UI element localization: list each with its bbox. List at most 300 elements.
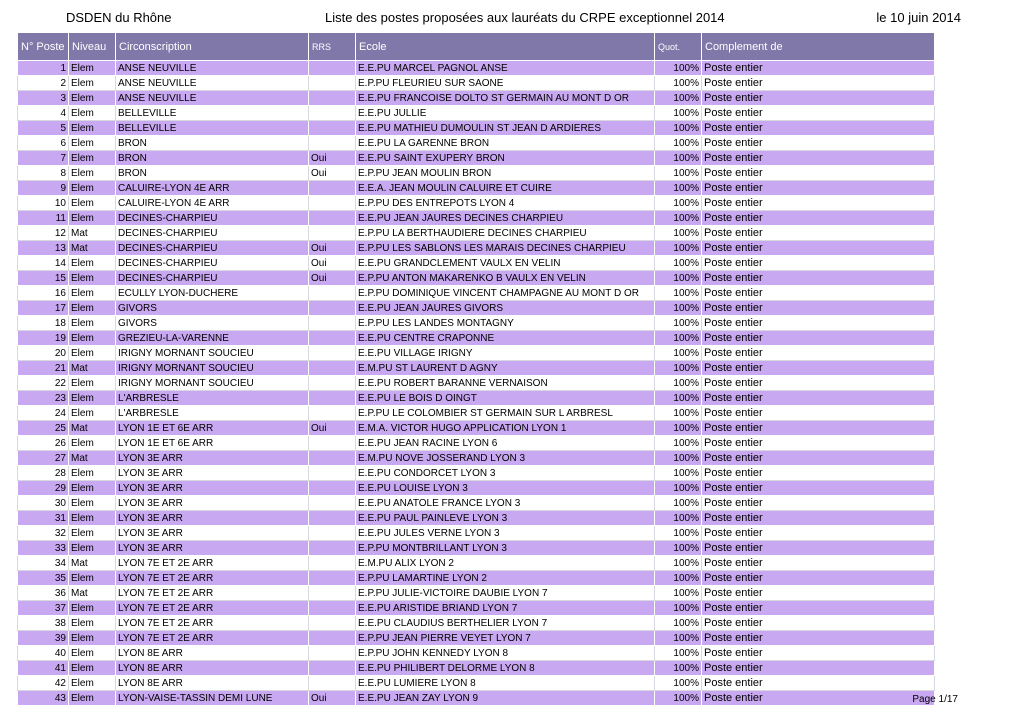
table-row: [18, 436, 935, 451]
cell-quotite: 100%: [655, 286, 702, 301]
cell-rrs: [309, 106, 356, 121]
cell-poste-number: 14: [18, 256, 69, 271]
cell-niveau: Elem: [69, 526, 116, 541]
table-row: [18, 586, 935, 601]
table-row: [18, 676, 935, 691]
cell-circonscription: BELLEVILLE: [116, 121, 309, 136]
cell-niveau: Mat: [69, 586, 116, 601]
cell-ecole: E.E.PU GRANDCLEMENT VAULX EN VELIN: [356, 256, 655, 271]
cell-quotite: 100%: [655, 331, 702, 346]
cell-poste-number: 37: [18, 601, 69, 616]
cell-poste-number: 13: [18, 241, 69, 256]
cell-rrs: [309, 121, 356, 136]
cell-niveau: Elem: [69, 346, 116, 361]
cell-poste-number: 4: [18, 106, 69, 121]
cell-rrs: [309, 376, 356, 391]
cell-circonscription: DECINES-CHARPIEU: [116, 271, 309, 286]
cell-quotite: 100%: [655, 166, 702, 181]
cell-rrs: Oui: [309, 256, 356, 271]
cell-circonscription: BRON: [116, 166, 309, 181]
cell-ecole: E.E.PU JEAN JAURES GIVORS: [356, 301, 655, 316]
column-header-circonscription: Circonscription: [116, 33, 309, 61]
table-body: [18, 61, 935, 706]
cell-ecole: E.E.PU PHILIBERT DELORME LYON 8: [356, 661, 655, 676]
cell-niveau: Elem: [69, 166, 116, 181]
cell-rrs: [309, 526, 356, 541]
document-date: le 10 juin 2014: [876, 10, 961, 25]
cell-ecole: E.E.PU LUMIERE LYON 8: [356, 676, 655, 691]
cell-poste-number: 41: [18, 661, 69, 676]
cell-rrs: [309, 451, 356, 466]
cell-complement: Poste entier: [702, 331, 935, 346]
cell-niveau: Elem: [69, 541, 116, 556]
cell-niveau: Elem: [69, 121, 116, 136]
cell-niveau: Elem: [69, 196, 116, 211]
cell-ecole: E.E.PU LOUISE LYON 3: [356, 481, 655, 496]
cell-niveau: Elem: [69, 436, 116, 451]
cell-quotite: 100%: [655, 316, 702, 331]
table-row: [18, 181, 935, 196]
cell-complement: Poste entier: [702, 616, 935, 631]
cell-quotite: 100%: [655, 421, 702, 436]
table-row: [18, 211, 935, 226]
cell-niveau: Elem: [69, 106, 116, 121]
cell-niveau: Elem: [69, 61, 116, 76]
cell-circonscription: GREZIEU-LA-VARENNE: [116, 331, 309, 346]
cell-ecole: E.P.PU JEAN MOULIN BRON: [356, 166, 655, 181]
table-row: [18, 76, 935, 91]
table-row: [18, 196, 935, 211]
cell-rrs: [309, 226, 356, 241]
cell-ecole: E.E.PU MATHIEU DUMOULIN ST JEAN D ARDIERES: [356, 121, 655, 136]
cell-complement: Poste entier: [702, 421, 935, 436]
cell-ecole: E.E.PU LA GARENNE BRON: [356, 136, 655, 151]
table-row: [18, 346, 935, 361]
cell-complement: Poste entier: [702, 661, 935, 676]
table-row: [18, 376, 935, 391]
cell-complement: Poste entier: [702, 346, 935, 361]
column-header-complement: Complement de: [702, 33, 935, 61]
cell-niveau: Elem: [69, 571, 116, 586]
table-row: [18, 466, 935, 481]
cell-complement: Poste entier: [702, 676, 935, 691]
table-row: [18, 526, 935, 541]
cell-poste-number: 31: [18, 511, 69, 526]
cell-circonscription: LYON 1E ET 6E ARR: [116, 421, 309, 436]
table-row: [18, 541, 935, 556]
table-row: [18, 256, 935, 271]
cell-poste-number: 35: [18, 571, 69, 586]
cell-niveau: Elem: [69, 181, 116, 196]
table-row: [18, 106, 935, 121]
cell-poste-number: 33: [18, 541, 69, 556]
cell-circonscription: LYON 8E ARR: [116, 646, 309, 661]
cell-complement: Poste entier: [702, 241, 935, 256]
cell-ecole: E.E.PU CLAUDIUS BERTHELIER LYON 7: [356, 616, 655, 631]
cell-poste-number: 6: [18, 136, 69, 151]
cell-complement: Poste entier: [702, 646, 935, 661]
cell-niveau: Elem: [69, 691, 116, 706]
cell-quotite: 100%: [655, 406, 702, 421]
cell-ecole: E.P.PU JULIE-VICTOIRE DAUBIE LYON 7: [356, 586, 655, 601]
cell-rrs: Oui: [309, 421, 356, 436]
cell-niveau: Elem: [69, 256, 116, 271]
cell-ecole: E.P.PU LE COLOMBIER ST GERMAIN SUR L ARBRESL: [356, 406, 655, 421]
cell-rrs: Oui: [309, 271, 356, 286]
cell-ecole: E.E.PU JULES VERNE LYON 3: [356, 526, 655, 541]
cell-niveau: Elem: [69, 406, 116, 421]
cell-circonscription: LYON 3E ARR: [116, 496, 309, 511]
cell-ecole: E.E.PU PAUL PAINLEVE LYON 3: [356, 511, 655, 526]
cell-niveau: Mat: [69, 226, 116, 241]
cell-complement: Poste entier: [702, 316, 935, 331]
table-row: [18, 631, 935, 646]
cell-ecole: E.E.PU ANATOLE FRANCE LYON 3: [356, 496, 655, 511]
cell-rrs: [309, 436, 356, 451]
cell-niveau: Elem: [69, 91, 116, 106]
cell-ecole: E.M.A. VICTOR HUGO APPLICATION LYON 1: [356, 421, 655, 436]
cell-circonscription: BELLEVILLE: [116, 106, 309, 121]
cell-rrs: [309, 571, 356, 586]
cell-ecole: E.P.PU LES SABLONS LES MARAIS DECINES CHARPIEU: [356, 241, 655, 256]
cell-circonscription: BRON: [116, 136, 309, 151]
cell-complement: Poste entier: [702, 511, 935, 526]
cell-ecole: E.E.PU JEAN JAURES DECINES CHARPIEU: [356, 211, 655, 226]
cell-complement: Poste entier: [702, 691, 935, 706]
cell-niveau: Elem: [69, 646, 116, 661]
cell-complement: Poste entier: [702, 181, 935, 196]
cell-niveau: Mat: [69, 361, 116, 376]
cell-complement: Poste entier: [702, 256, 935, 271]
table-row: [18, 241, 935, 256]
cell-poste-number: 34: [18, 556, 69, 571]
cell-niveau: Elem: [69, 76, 116, 91]
cell-quotite: 100%: [655, 211, 702, 226]
page-header: [0, 8, 1024, 28]
cell-circonscription: LYON 3E ARR: [116, 451, 309, 466]
cell-poste-number: 18: [18, 316, 69, 331]
cell-quotite: 100%: [655, 91, 702, 106]
cell-poste-number: 12: [18, 226, 69, 241]
cell-circonscription: LYON-VAISE-TASSIN DEMI LUNE: [116, 691, 309, 706]
table-row: [18, 286, 935, 301]
cell-quotite: 100%: [655, 346, 702, 361]
cell-poste-number: 23: [18, 391, 69, 406]
table-row: [18, 556, 935, 571]
cell-rrs: [309, 361, 356, 376]
cell-circonscription: LYON 3E ARR: [116, 541, 309, 556]
table-row: [18, 451, 935, 466]
cell-complement: Poste entier: [702, 466, 935, 481]
cell-quotite: 100%: [655, 241, 702, 256]
cell-complement: Poste entier: [702, 151, 935, 166]
cell-niveau: Elem: [69, 271, 116, 286]
cell-niveau: Elem: [69, 631, 116, 646]
cell-quotite: 100%: [655, 691, 702, 706]
cell-quotite: 100%: [655, 541, 702, 556]
cell-ecole: E.P.PU LA BERTHAUDIERE DECINES CHARPIEU: [356, 226, 655, 241]
cell-quotite: 100%: [655, 601, 702, 616]
cell-niveau: Elem: [69, 676, 116, 691]
cell-poste-number: 21: [18, 361, 69, 376]
cell-poste-number: 19: [18, 331, 69, 346]
column-header-niveau: Niveau: [69, 33, 116, 61]
cell-quotite: 100%: [655, 481, 702, 496]
cell-rrs: [309, 481, 356, 496]
cell-quotite: 100%: [655, 256, 702, 271]
cell-poste-number: 26: [18, 436, 69, 451]
cell-circonscription: L'ARBRESLE: [116, 391, 309, 406]
cell-quotite: 100%: [655, 661, 702, 676]
cell-quotite: 100%: [655, 496, 702, 511]
cell-niveau: Elem: [69, 481, 116, 496]
cell-niveau: Elem: [69, 331, 116, 346]
cell-ecole: E.E.PU ARISTIDE BRIAND LYON 7: [356, 601, 655, 616]
table-row: [18, 316, 935, 331]
cell-ecole: E.M.PU ST LAURENT D AGNY: [356, 361, 655, 376]
cell-quotite: 100%: [655, 226, 702, 241]
cell-quotite: 100%: [655, 646, 702, 661]
cell-ecole: E.P.PU LAMARTINE LYON 2: [356, 571, 655, 586]
cell-rrs: [309, 391, 356, 406]
cell-circonscription: BRON: [116, 151, 309, 166]
cell-complement: Poste entier: [702, 166, 935, 181]
cell-poste-number: 1: [18, 61, 69, 76]
cell-circonscription: ANSE NEUVILLE: [116, 76, 309, 91]
cell-circonscription: DECINES-CHARPIEU: [116, 226, 309, 241]
cell-niveau: Mat: [69, 451, 116, 466]
cell-rrs: Oui: [309, 241, 356, 256]
cell-circonscription: LYON 3E ARR: [116, 466, 309, 481]
cell-rrs: [309, 406, 356, 421]
table-row: [18, 391, 935, 406]
cell-complement: Poste entier: [702, 586, 935, 601]
table-row: [18, 301, 935, 316]
cell-circonscription: LYON 7E ET 2E ARR: [116, 586, 309, 601]
table-row: [18, 136, 935, 151]
cell-rrs: [309, 541, 356, 556]
cell-ecole: E.P.PU ANTON MAKARENKO B VAULX EN VELIN: [356, 271, 655, 286]
cell-complement: Poste entier: [702, 541, 935, 556]
cell-niveau: Elem: [69, 151, 116, 166]
cell-poste-number: 17: [18, 301, 69, 316]
cell-quotite: 100%: [655, 526, 702, 541]
cell-quotite: 100%: [655, 511, 702, 526]
cell-poste-number: 42: [18, 676, 69, 691]
cell-poste-number: 11: [18, 211, 69, 226]
table-row: [18, 121, 935, 136]
cell-ecole: E.E.PU ROBERT BARANNE VERNAISON: [356, 376, 655, 391]
cell-ecole: E.P.PU FLEURIEU SUR SAONE: [356, 76, 655, 91]
cell-poste-number: 7: [18, 151, 69, 166]
cell-complement: Poste entier: [702, 226, 935, 241]
cell-niveau: Mat: [69, 241, 116, 256]
cell-rrs: [309, 91, 356, 106]
cell-circonscription: LYON 7E ET 2E ARR: [116, 616, 309, 631]
cell-complement: Poste entier: [702, 196, 935, 211]
cell-quotite: 100%: [655, 616, 702, 631]
cell-rrs: [309, 61, 356, 76]
cell-circonscription: ANSE NEUVILLE: [116, 61, 309, 76]
cell-circonscription: GIVORS: [116, 316, 309, 331]
header-organization: DSDEN du Rhône: [66, 10, 172, 25]
cell-rrs: [309, 316, 356, 331]
cell-quotite: 100%: [655, 151, 702, 166]
cell-niveau: Elem: [69, 376, 116, 391]
cell-circonscription: IRIGNY MORNANT SOUCIEU: [116, 361, 309, 376]
cell-ecole: E.E.PU FRANCOISE DOLTO ST GERMAIN AU MONT D OR: [356, 91, 655, 106]
cell-rrs: [309, 466, 356, 481]
column-header-num: N° Poste: [18, 33, 69, 61]
cell-circonscription: ECULLY LYON-DUCHERE: [116, 286, 309, 301]
cell-poste-number: 30: [18, 496, 69, 511]
cell-ecole: E.P.PU LES LANDES MONTAGNY: [356, 316, 655, 331]
cell-quotite: 100%: [655, 556, 702, 571]
cell-niveau: Elem: [69, 601, 116, 616]
table-row: [18, 151, 935, 166]
cell-complement: Poste entier: [702, 286, 935, 301]
cell-quotite: 100%: [655, 376, 702, 391]
cell-quotite: 100%: [655, 271, 702, 286]
cell-ecole: E.E.PU SAINT EXUPERY BRON: [356, 151, 655, 166]
cell-rrs: [309, 661, 356, 676]
cell-rrs: [309, 181, 356, 196]
cell-circonscription: LYON 7E ET 2E ARR: [116, 601, 309, 616]
cell-complement: Poste entier: [702, 496, 935, 511]
table-row: [18, 691, 935, 706]
table-row: [18, 166, 935, 181]
cell-quotite: 100%: [655, 136, 702, 151]
cell-poste-number: 39: [18, 631, 69, 646]
cell-quotite: 100%: [655, 451, 702, 466]
cell-ecole: E.P.PU JOHN KENNEDY LYON 8: [356, 646, 655, 661]
cell-quotite: 100%: [655, 586, 702, 601]
cell-niveau: Elem: [69, 316, 116, 331]
cell-ecole: E.E.PU LE BOIS D OINGT: [356, 391, 655, 406]
cell-niveau: Mat: [69, 556, 116, 571]
cell-quotite: 100%: [655, 361, 702, 376]
column-header-ecole: Ecole: [356, 33, 655, 61]
cell-rrs: [309, 76, 356, 91]
cell-ecole: E.M.PU NOVE JOSSERAND LYON 3: [356, 451, 655, 466]
cell-poste-number: 38: [18, 616, 69, 631]
table-row: [18, 421, 935, 436]
cell-ecole: E.E.PU CENTRE CRAPONNE: [356, 331, 655, 346]
cell-poste-number: 40: [18, 646, 69, 661]
cell-quotite: 100%: [655, 196, 702, 211]
cell-rrs: [309, 631, 356, 646]
cell-quotite: 100%: [655, 61, 702, 76]
cell-niveau: Mat: [69, 421, 116, 436]
cell-poste-number: 8: [18, 166, 69, 181]
cell-rrs: Oui: [309, 151, 356, 166]
cell-circonscription: DECINES-CHARPIEU: [116, 241, 309, 256]
cell-niveau: Elem: [69, 496, 116, 511]
cell-complement: Poste entier: [702, 451, 935, 466]
cell-rrs: [309, 286, 356, 301]
cell-circonscription: LYON 7E ET 2E ARR: [116, 556, 309, 571]
cell-rrs: Oui: [309, 691, 356, 706]
cell-complement: Poste entier: [702, 91, 935, 106]
cell-niveau: Elem: [69, 511, 116, 526]
cell-poste-number: 24: [18, 406, 69, 421]
cell-circonscription: LYON 3E ARR: [116, 511, 309, 526]
cell-circonscription: LYON 7E ET 2E ARR: [116, 631, 309, 646]
postes-table: [17, 32, 935, 706]
table-row: [18, 226, 935, 241]
cell-rrs: [309, 646, 356, 661]
cell-quotite: 100%: [655, 181, 702, 196]
table-row: [18, 661, 935, 676]
column-header-quotite: Quot.: [655, 33, 702, 61]
cell-poste-number: 28: [18, 466, 69, 481]
cell-complement: Poste entier: [702, 61, 935, 76]
cell-poste-number: 43: [18, 691, 69, 706]
cell-circonscription: LYON 7E ET 2E ARR: [116, 571, 309, 586]
cell-niveau: Elem: [69, 286, 116, 301]
cell-niveau: Elem: [69, 391, 116, 406]
cell-complement: Poste entier: [702, 436, 935, 451]
cell-circonscription: LYON 8E ARR: [116, 661, 309, 676]
cell-rrs: [309, 496, 356, 511]
table-row: [18, 601, 935, 616]
cell-poste-number: 5: [18, 121, 69, 136]
cell-rrs: [309, 616, 356, 631]
cell-ecole: E.P.PU JEAN PIERRE VEYET LYON 7: [356, 631, 655, 646]
cell-complement: Poste entier: [702, 571, 935, 586]
table-row: [18, 511, 935, 526]
table-row: [18, 646, 935, 661]
cell-circonscription: LYON 1E ET 6E ARR: [116, 436, 309, 451]
cell-poste-number: 10: [18, 196, 69, 211]
cell-complement: Poste entier: [702, 601, 935, 616]
cell-poste-number: 16: [18, 286, 69, 301]
table-row: [18, 616, 935, 631]
cell-niveau: Elem: [69, 211, 116, 226]
cell-quotite: 100%: [655, 631, 702, 646]
table-row: [18, 481, 935, 496]
document-title: Liste des postes proposées aux lauréats du CRPE exceptionnel 2014: [325, 10, 725, 25]
cell-rrs: [309, 601, 356, 616]
cell-rrs: [309, 346, 356, 361]
cell-niveau: Elem: [69, 616, 116, 631]
cell-circonscription: LYON 3E ARR: [116, 526, 309, 541]
cell-poste-number: 25: [18, 421, 69, 436]
cell-poste-number: 9: [18, 181, 69, 196]
cell-complement: Poste entier: [702, 526, 935, 541]
cell-poste-number: 36: [18, 586, 69, 601]
cell-poste-number: 3: [18, 91, 69, 106]
cell-ecole: E.E.PU MARCEL PAGNOL ANSE: [356, 61, 655, 76]
cell-circonscription: LYON 8E ARR: [116, 676, 309, 691]
cell-circonscription: DECINES-CHARPIEU: [116, 211, 309, 226]
cell-complement: Poste entier: [702, 631, 935, 646]
cell-circonscription: IRIGNY MORNANT SOUCIEU: [116, 376, 309, 391]
cell-poste-number: 20: [18, 346, 69, 361]
cell-circonscription: CALUIRE-LYON 4E ARR: [116, 196, 309, 211]
cell-ecole: E.P.PU MONTBRILLANT LYON 3: [356, 541, 655, 556]
cell-ecole: E.E.A. JEAN MOULIN CALUIRE ET CUIRE: [356, 181, 655, 196]
cell-poste-number: 15: [18, 271, 69, 286]
cell-complement: Poste entier: [702, 361, 935, 376]
table-row: [18, 496, 935, 511]
cell-complement: Poste entier: [702, 76, 935, 91]
table-row: [18, 571, 935, 586]
cell-rrs: [309, 676, 356, 691]
cell-quotite: 100%: [655, 391, 702, 406]
cell-quotite: 100%: [655, 106, 702, 121]
cell-complement: Poste entier: [702, 391, 935, 406]
